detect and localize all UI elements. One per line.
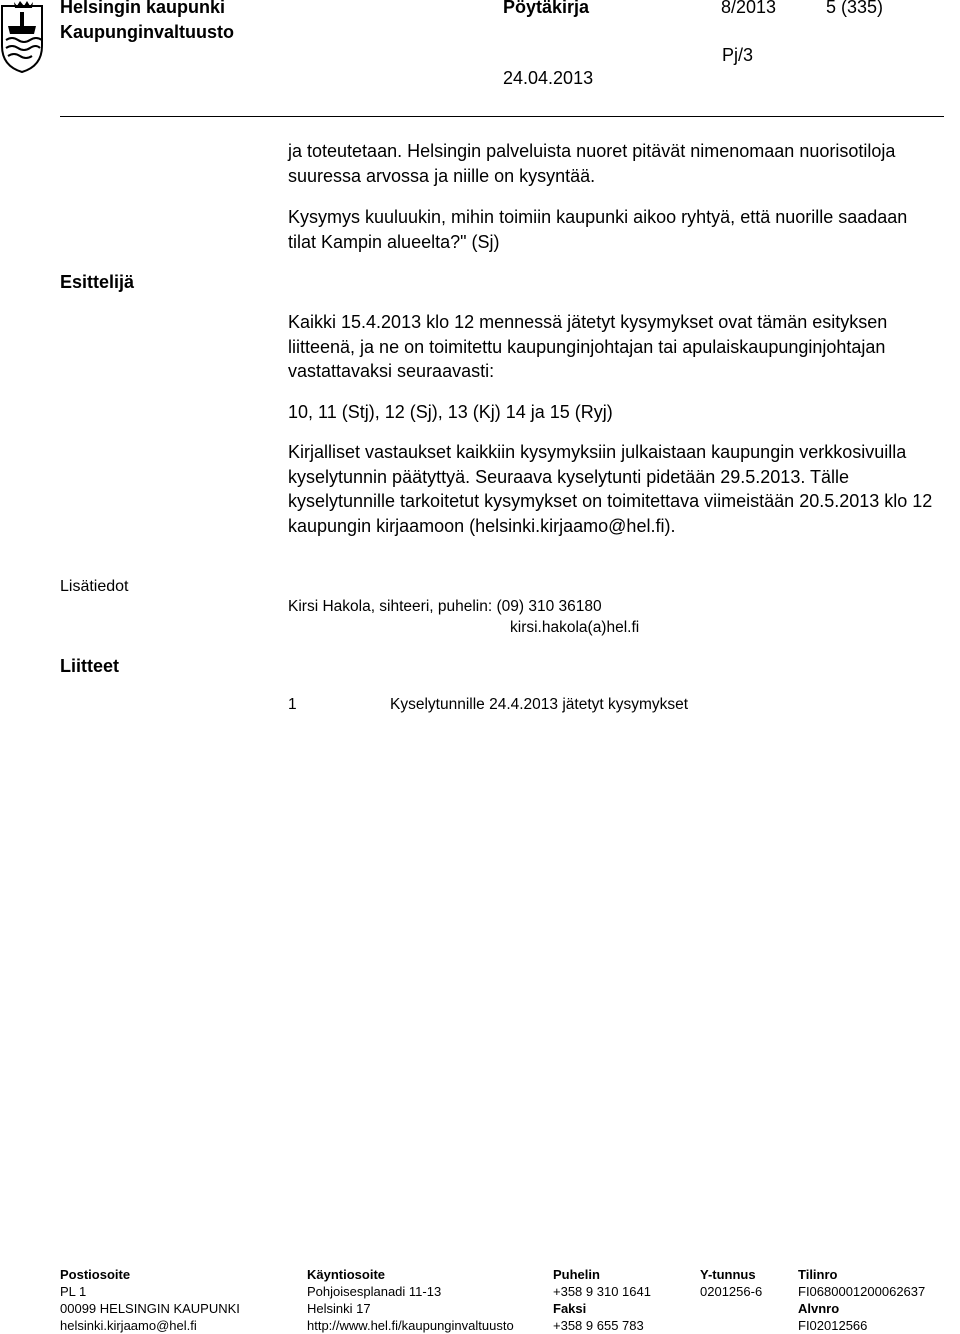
paragraph-4: 10, 11 (Stj), 12 (Sj), 13 (Kj) 14 ja 15 (Ryj): [288, 402, 613, 422]
attachment-number: 1: [288, 696, 297, 713]
paragraph-1: ja toteutetaan. Helsingin palveluista nuoret pitävät nimenomaan nuorisotiloja suuressa arvossa ja niille on kysyntää.: [288, 141, 896, 186]
footer-business-id-heading: Y-tunnus: [700, 1267, 756, 1282]
contact-email: kirsi.hakola(a)hel.fi: [510, 619, 640, 636]
paragraph-3: Kaikki 15.4.2013 klo 12 mennessä jätetyt kysymykset ovat tämän esityksen liitteenä, ja ne on toimitettu kaupunginjohtajan tai apulaiskaupunginjohtajan vastattavaksi seuraavasti:: [288, 312, 888, 381]
footer-business-id-value: 0201256-6: [700, 1284, 763, 1299]
footer-postal-line: PL 1: [60, 1284, 87, 1299]
helsinki-coat-of-arms-icon: [0, 0, 44, 74]
footer-phone-number: +358 9 310 1641: [553, 1284, 651, 1299]
footer-phone-heading: Puhelin: [553, 1267, 600, 1282]
footer-visiting-line: Helsinki 17: [307, 1301, 371, 1316]
footer-visiting-line: Pohjoisesplanadi 11-13: [307, 1284, 442, 1299]
page-number: 5 (335): [826, 0, 884, 17]
paragraph-2: Kysymys kuuluukin, mihin toimiin kaupunki aikoo ryhtyä, että nuorille saadaan tilat Kampin alueelta?" (Sj): [288, 207, 908, 252]
footer-postal: [60, 1266, 240, 1334]
footer-fax-number: +358 9 655 783: [553, 1318, 644, 1333]
presenter-label: Esittelijä: [60, 272, 135, 292]
paragraph-5: Kirjalliset vastaukset kaikkiin kysymyksiin julkaistaan kaupungin verkkosivuilla kyselytunnin päätyttyä. Seuraava kyselytunti pidetään 29.5.2013. Tälle kyselytunnille tarkoitetut kysymykset on toimitettava viimeistään 20.5.2013 klo 12 kaupungin kirjaamoon (helsinki.kirjaamo@hel.fi).: [288, 442, 933, 536]
footer-account-number: FI0680001200062637: [798, 1284, 926, 1299]
document-date: 24.04.2013: [503, 68, 594, 88]
footer-business-id: [700, 1266, 762, 1300]
footer-account-heading: Tilinro: [798, 1267, 838, 1282]
footer-account: [798, 1266, 925, 1334]
body-name: Kaupunginvaltuusto: [60, 22, 234, 42]
attachment-title[interactable]: Kyselytunnille 24.4.2013 jätetyt kysymykset: [390, 696, 689, 713]
footer-email[interactable]: helsinki.kirjaamo@hel.fi: [60, 1318, 197, 1333]
footer-visiting-heading: Käyntiosoite: [307, 1267, 386, 1282]
contact-line: Kirsi Hakola, sihteeri, puhelin: (09) 310 36180: [288, 598, 602, 615]
footer-fax-heading: Faksi: [553, 1301, 587, 1316]
info-label: Lisätiedot: [60, 578, 129, 595]
org-name: Helsingin kaupunki: [60, 0, 226, 17]
document-type: Pöytäkirja: [503, 0, 590, 17]
footer-website[interactable]: http://www.hel.fi/kaupunginvaltuusto: [307, 1318, 514, 1333]
section-number: Pj/3: [722, 45, 754, 65]
header-divider: [60, 116, 944, 117]
issue-number: 8/2013: [721, 0, 777, 17]
footer-visiting: [307, 1266, 514, 1334]
footer-postal-heading: Postiosoite: [60, 1267, 131, 1282]
attachments-label: Liitteet: [60, 656, 120, 676]
footer-postal-line: 00099 HELSINGIN KAUPUNKI: [60, 1301, 240, 1316]
footer-vat-number: FI02012566: [798, 1318, 868, 1333]
footer-phone: [553, 1266, 651, 1334]
footer-vat-heading: Alvnro: [798, 1301, 840, 1316]
